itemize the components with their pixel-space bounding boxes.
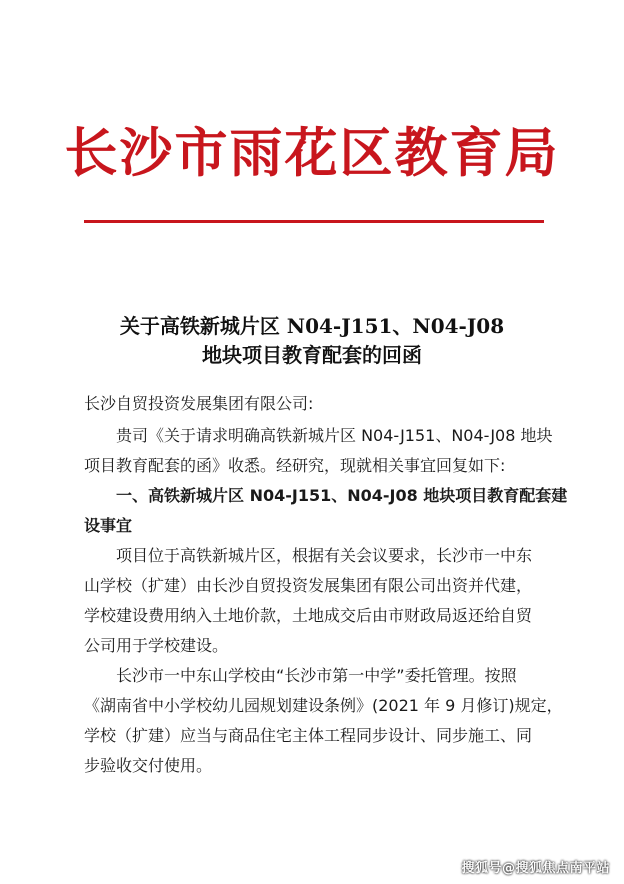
document-title-line1: 关于高铁新城片区 N04-J151、N04-J08 [119, 314, 505, 338]
addressee: 长沙自贸投资发展集团有限公司: [84, 394, 314, 413]
body-line: 山学校（扩建）由长沙自贸投资发展集团有限公司出资并代建， [84, 576, 533, 595]
body-line: 贵司《关于请求明确高铁新城片区 N04-J151、N04-J08 地块 [116, 426, 553, 445]
section-heading: 一、高铁新城片区 N04-J151、N04-J08 地块项目教育配套建 [116, 486, 568, 505]
body-line: 步验收交付使用。 [84, 756, 213, 775]
body-line: 长沙市一中东山学校由“长沙市第一中学”委托管理。按照 [116, 666, 517, 685]
letterhead-red-rule [84, 220, 544, 223]
section-heading: 设事宜 [84, 516, 133, 535]
watermark: 搜狐号@搜狐焦点南平站 [461, 861, 610, 876]
body-line: 项目位于高铁新城片区，根据有关会议要求，长沙市一中东 [116, 546, 533, 565]
document-title-line2: 地块项目教育配套的回函 [202, 343, 422, 367]
body-line: 公司用于学校建设。 [84, 636, 229, 655]
body-line: 学校建设费用纳入土地价款，土地成交后由市财政局返还给自贸 [84, 606, 533, 625]
letterhead-org-name: 长沙市雨花区教育局 [64, 122, 560, 184]
body-line: 《湖南省中小学校幼儿园规划建设条例》(2021 年 9 月修订)规定， [84, 696, 563, 715]
body-line: 学校（扩建）应当与商品住宅主体工程同步设计、同步施工、同 [84, 726, 533, 745]
body-line: 项目教育配套的函》收悉。经研究，现就相关事宜回复如下: [84, 456, 506, 475]
